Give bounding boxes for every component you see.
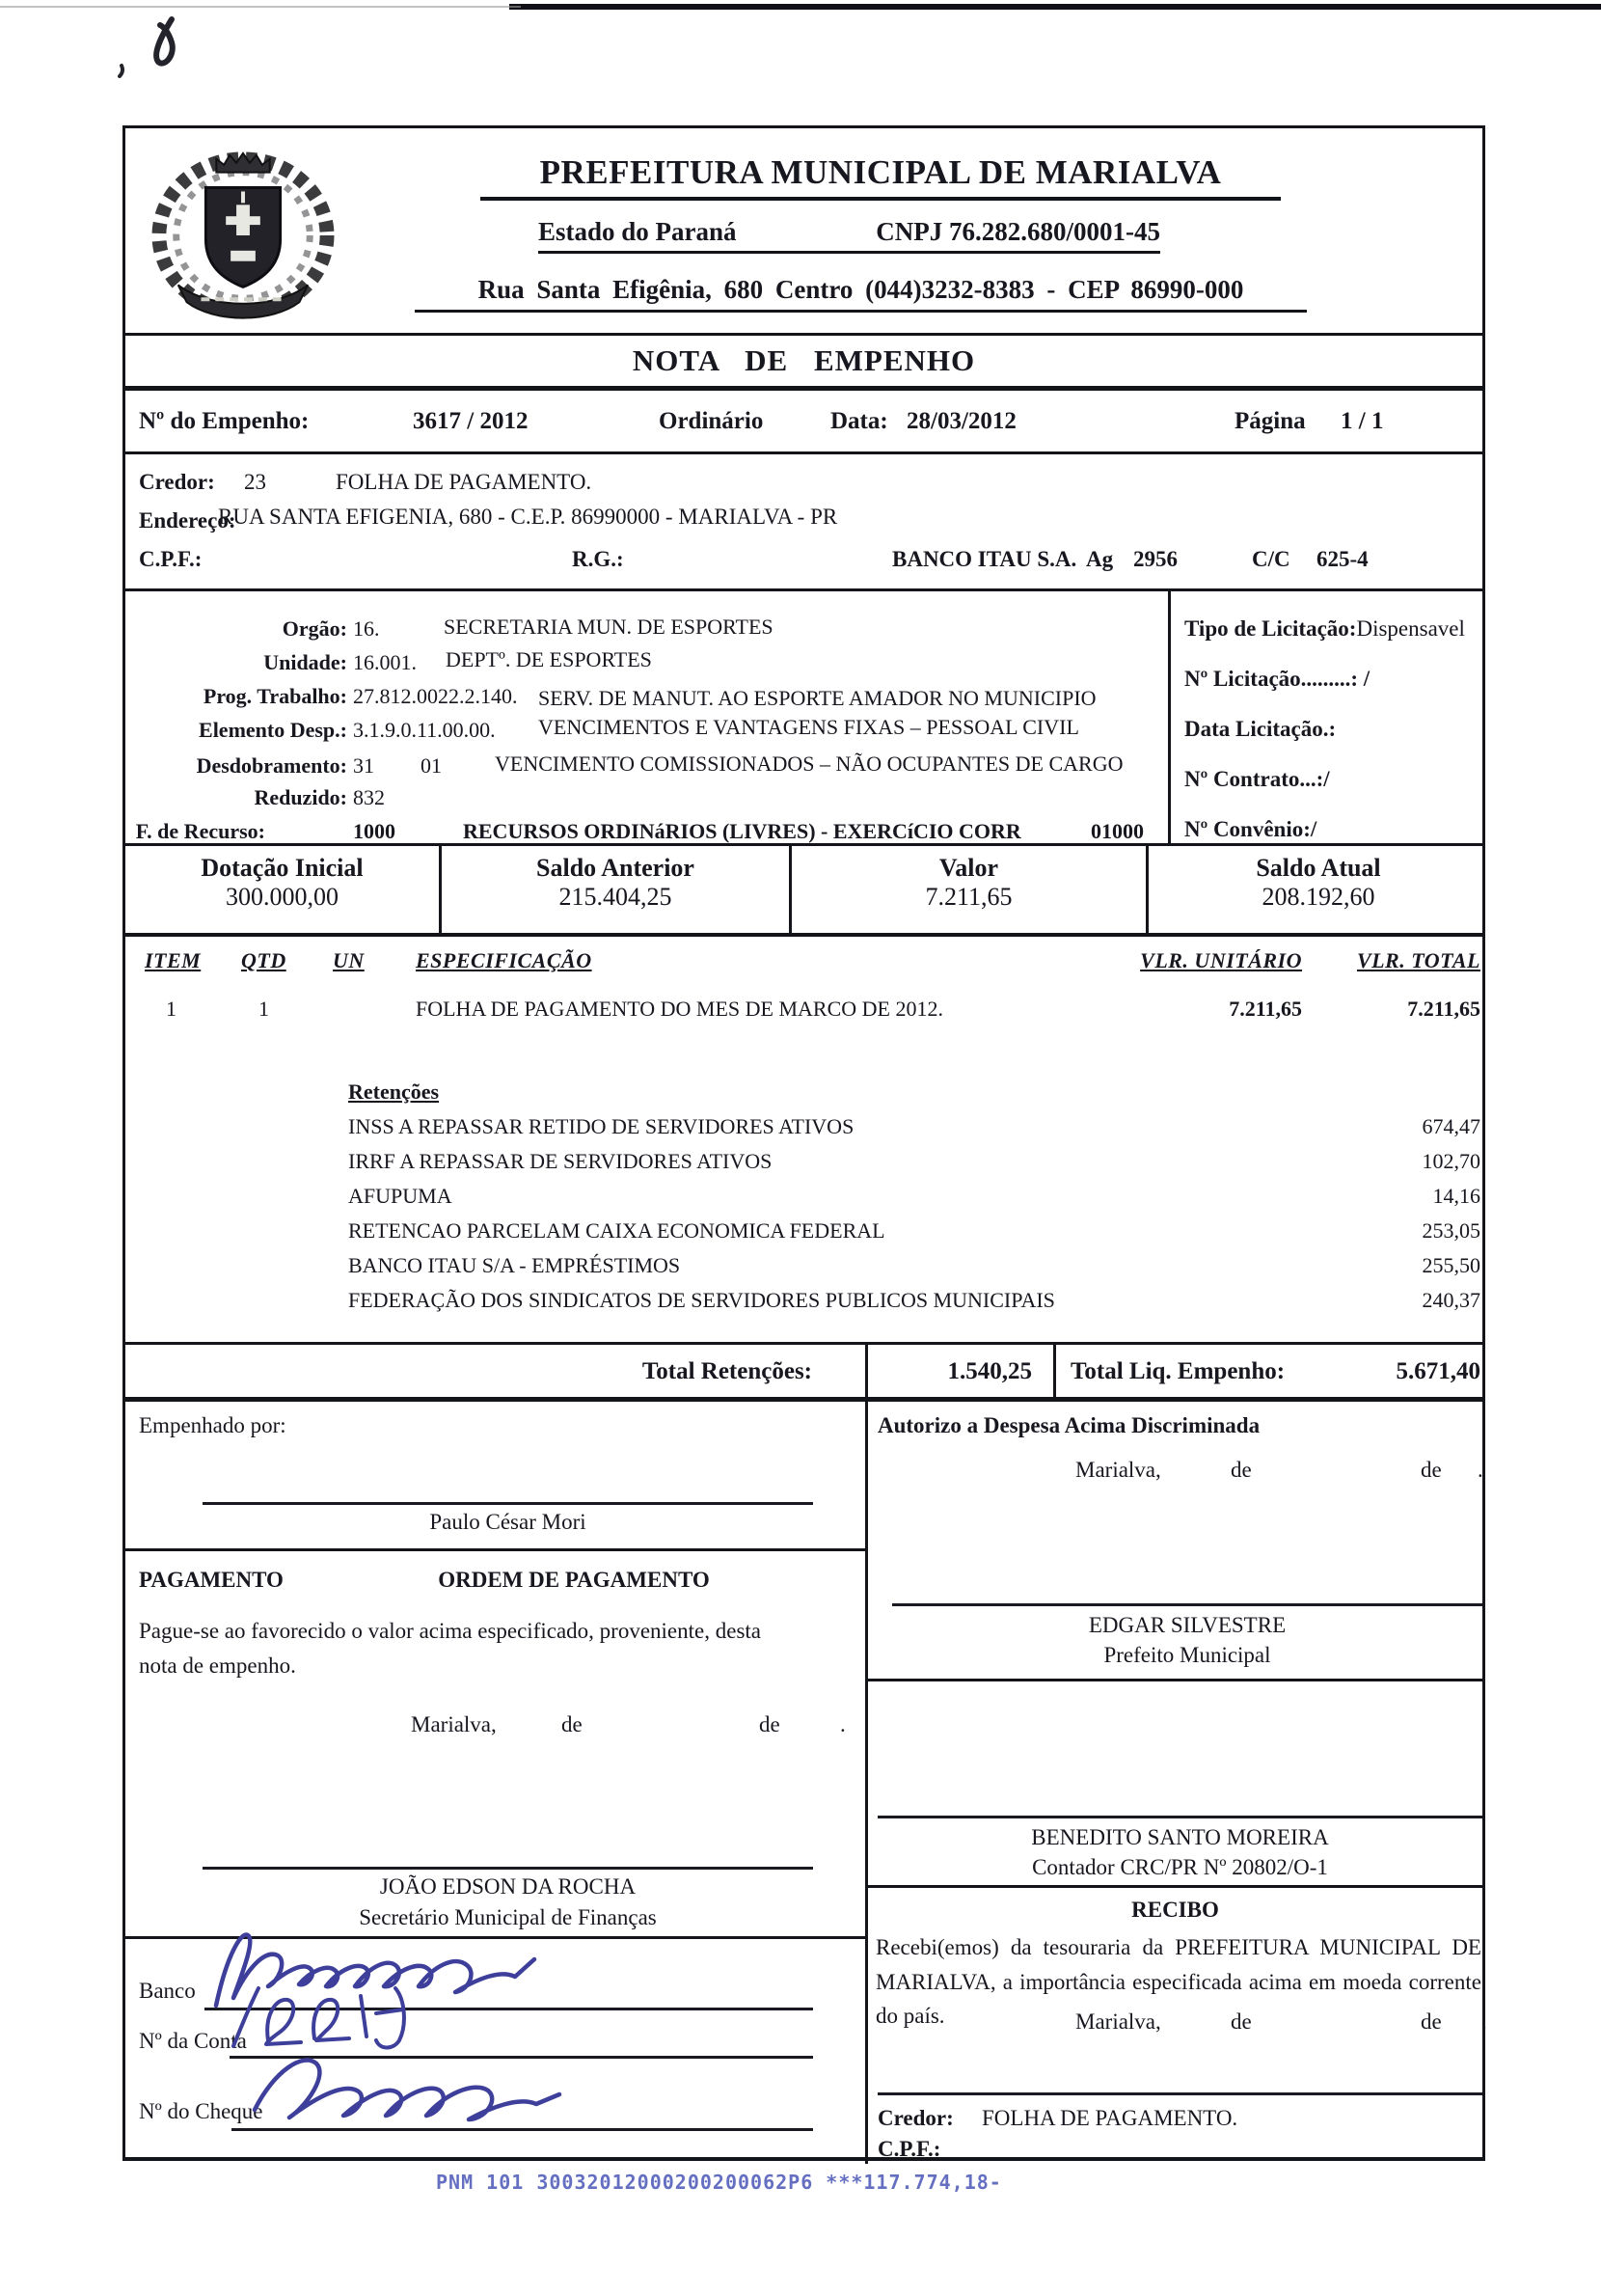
valor-label: Valor bbox=[938, 854, 999, 882]
unidade-label: Unidade: bbox=[263, 650, 347, 674]
items-section bbox=[125, 937, 1482, 1342]
de-word: de bbox=[1421, 2009, 1442, 2034]
pen-mark bbox=[108, 12, 243, 89]
total-liq-label: Total Liq. Empenho: bbox=[1071, 1358, 1286, 1384]
creditor-code: 23 bbox=[244, 470, 266, 494]
period-mark: . bbox=[840, 1712, 846, 1736]
account-label: C/C bbox=[1252, 547, 1290, 571]
item-description: FOLHA DE PAGAMENTO DO MES DE MARCO DE 2012. bbox=[416, 997, 943, 1021]
saldo-anterior-box bbox=[442, 846, 792, 933]
form-header bbox=[125, 128, 1482, 336]
city-label: Marialva, bbox=[1075, 1458, 1161, 1482]
horizontal-divider bbox=[868, 1679, 1482, 1681]
agency-label: Ag bbox=[1086, 547, 1114, 571]
bank-field-label: Banco bbox=[139, 1979, 196, 2003]
elemento-desc: VENCIMENTOS E VANTAGENS FIXAS – PESSOAL CIVIL bbox=[538, 715, 1079, 739]
pagamento-title: PAGAMENTO bbox=[139, 1568, 284, 1592]
col-header-espec: ESPECIFICAÇÃO bbox=[416, 948, 592, 972]
period-mark: . bbox=[1481, 2009, 1487, 2034]
rg-label: R.G.: bbox=[572, 547, 624, 571]
account-field-line[interactable] bbox=[230, 2056, 813, 2059]
fonte-recurso-desc: RECURSOS ORDINáRIOS (LIVRES) - EXERCíCIO CORR bbox=[463, 819, 1021, 843]
saldo-atual-label: Saldo Atual bbox=[1256, 854, 1381, 882]
balances-row bbox=[125, 846, 1482, 937]
estado-cnpj-line bbox=[538, 217, 1160, 254]
handwritten-account-number bbox=[222, 1979, 424, 2061]
account-value: 625-4 bbox=[1316, 547, 1369, 571]
agency-value: 2956 bbox=[1133, 547, 1178, 571]
horizontal-divider bbox=[868, 1885, 1482, 1888]
col-header-vlr-total: VLR. TOTAL bbox=[1356, 948, 1480, 972]
saldo-atual-value: 208.192,60 bbox=[1262, 883, 1375, 911]
fonte-recurso-extra: 01000 bbox=[1091, 819, 1144, 843]
licitacao-tipo-row bbox=[1184, 616, 1493, 642]
left-signature-column bbox=[125, 1402, 868, 2164]
desdobramento-label: Desdobramento: bbox=[196, 753, 347, 778]
scan-edge-artifact-thin bbox=[0, 6, 521, 8]
licitacao-tipo-value: Dispensavel bbox=[1356, 616, 1465, 641]
bank-name: BANCO ITAU S.A. bbox=[892, 547, 1077, 571]
saldo-atual-box bbox=[1149, 846, 1488, 933]
bank-field-line[interactable] bbox=[204, 2008, 813, 2010]
page-value: 1 / 1 bbox=[1341, 408, 1384, 434]
item-unit-value: 7.211,65 bbox=[1229, 997, 1302, 1021]
desdobramento-code1: 31 bbox=[353, 753, 374, 778]
mayor-title: Prefeito Municipal bbox=[1103, 1643, 1271, 1667]
elemento-code: 3.1.9.0.11.00.00. bbox=[353, 718, 496, 742]
recibo-creditor-label: Credor: bbox=[878, 2106, 954, 2130]
authorize-expense-label: Autorizo a Despesa Acima Discriminada bbox=[878, 1413, 1261, 1437]
totals-row bbox=[125, 1342, 1482, 1402]
account-field-label: Nº da Conta bbox=[139, 2029, 247, 2053]
prog-trabalho-code: 27.812.0022.2.140. bbox=[353, 684, 518, 708]
retention-value: 255,50 bbox=[1422, 1253, 1480, 1277]
de-word: de bbox=[759, 1712, 780, 1736]
signature-line bbox=[203, 1867, 813, 1870]
mayor-name: EDGAR SILVESTRE bbox=[1088, 1613, 1287, 1637]
col-header-vlr-unitario: VLR. UNITÁRIO bbox=[1140, 948, 1302, 972]
empenhado-por-label: Empenhado por: bbox=[139, 1413, 286, 1437]
item-number: 1 bbox=[166, 997, 176, 1021]
empenhado-signer-name: Paulo César Mori bbox=[429, 1510, 586, 1534]
payment-order-text: Pague-se ao favorecido o valor acima especificado, proveniente, desta nota de empenho. bbox=[139, 1619, 761, 1678]
horizontal-divider bbox=[125, 1548, 865, 1551]
retention-name: BANCO ITAU S/A - EMPRÉSTIMOS bbox=[348, 1253, 681, 1277]
col-header-qtd: QTD bbox=[241, 948, 286, 972]
signature-line bbox=[878, 1816, 1482, 1818]
retention-name: AFUPUMA bbox=[348, 1184, 452, 1208]
unidade-desc: DEPTº. DE ESPORTES bbox=[446, 647, 652, 671]
fonte-recurso-code: 1000 bbox=[353, 819, 395, 843]
desdobramento-code2: 01 bbox=[421, 753, 442, 778]
empenho-date-label: Data: bbox=[830, 408, 888, 434]
total-retentions-value: 1.540,25 bbox=[947, 1358, 1032, 1384]
licitacao-numero-row: Nº Licitação.........: / bbox=[1184, 667, 1370, 691]
address-line: Rua Santa Efigênia, 680 Centro (044)3232-8383 - CEP 86990-000 bbox=[415, 275, 1307, 313]
signature-line bbox=[203, 1502, 813, 1505]
total-liq-value: 5.671,40 bbox=[1396, 1358, 1480, 1384]
orgao-desc: SECRETARIA MUN. DE ESPORTES bbox=[444, 615, 773, 639]
orgao-code: 16. bbox=[353, 616, 380, 641]
creditor-address-label: Endereço: bbox=[139, 508, 236, 533]
creditor-block bbox=[125, 454, 1482, 591]
document-title: NOTA DE EMPENHO bbox=[125, 336, 1482, 391]
recibo-title: RECIBO bbox=[1131, 1898, 1219, 1922]
vertical-divider bbox=[1053, 1345, 1056, 1397]
estado-label: Estado do Paraná bbox=[538, 217, 737, 246]
signature-line bbox=[892, 1603, 1482, 1606]
col-header-item: ITEM bbox=[145, 948, 202, 972]
cpf-label: C.P.F.: bbox=[139, 547, 203, 571]
valor-box bbox=[792, 846, 1149, 933]
signature-line bbox=[878, 2092, 1482, 2095]
valor-value: 7.211,65 bbox=[925, 883, 1013, 911]
marialva-coat-of-arms-icon bbox=[141, 144, 345, 325]
retention-value: 253,05 bbox=[1422, 1218, 1480, 1243]
recibo-text: Recebi(emos) da tesouraria da PREFEITURA MUNICIPAL DE MARIALVA, a importância especificada acima em moeda corrente do país. bbox=[876, 1935, 1481, 2029]
retention-value: 240,37 bbox=[1422, 1288, 1480, 1312]
orgao-label: Orgão: bbox=[282, 616, 347, 641]
cnpj-value: CNPJ 76.282.680/0001-45 bbox=[876, 217, 1160, 246]
city-label: Marialva, bbox=[1075, 2009, 1161, 2034]
right-signature-column bbox=[868, 1402, 1487, 2164]
secretary-name: JOÃO EDSON DA ROCHA bbox=[379, 1874, 637, 1899]
empenho-type: Ordinário bbox=[659, 408, 764, 434]
cheque-field-label: Nº do Cheque bbox=[139, 2099, 263, 2123]
signatures-section bbox=[125, 1402, 1487, 2164]
unidade-code: 16.001. bbox=[353, 650, 417, 674]
cheque-field-line[interactable] bbox=[231, 2128, 813, 2131]
retention-name: INSS A REPASSAR RETIDO DE SERVIDORES ATIVOS bbox=[348, 1114, 855, 1138]
retention-value: 674,47 bbox=[1422, 1114, 1480, 1138]
empenho-number-value: 3617 / 2012 bbox=[413, 408, 529, 434]
dot-matrix-validation-line: PNM 101 30032012000200200062P6 ***117.774,18- bbox=[436, 2171, 1002, 2194]
saldo-anterior-label: Saldo Anterior bbox=[536, 854, 694, 882]
page-label: Página bbox=[1235, 408, 1306, 434]
de-word: de bbox=[1421, 1458, 1442, 1482]
secretary-title: Secretário Municipal de Finanças bbox=[359, 1905, 657, 1929]
horizontal-divider bbox=[125, 1936, 865, 1939]
item-qty: 1 bbox=[258, 997, 269, 1021]
dotacao-inicial-label: Dotação Inicial bbox=[201, 854, 364, 882]
ordem-pagamento-title: ORDEM DE PAGAMENTO bbox=[438, 1568, 710, 1592]
creditor-name: FOLHA DE PAGAMENTO. bbox=[336, 470, 592, 494]
scan-edge-artifact bbox=[509, 4, 1601, 10]
prog-trabalho-label: Prog. Trabalho: bbox=[203, 684, 347, 708]
retention-name: FEDERAÇÃO DOS SINDICATOS DE SERVIDORES PUBLICOS MUNICIPAIS bbox=[348, 1288, 1055, 1312]
col-header-un: UN bbox=[333, 948, 365, 972]
retention-value: 102,70 bbox=[1422, 1149, 1480, 1173]
dotacao-inicial-value: 300.000,00 bbox=[226, 883, 339, 911]
reduzido-code: 832 bbox=[353, 785, 385, 809]
retention-value: 14,16 bbox=[1432, 1184, 1480, 1208]
contrato-numero-row: Nº Contrato...:/ bbox=[1184, 767, 1330, 791]
reduzido-label: Reduzido: bbox=[254, 785, 347, 809]
retention-name: RETENCAO PARCELAM CAIXA ECONOMICA FEDERAL bbox=[348, 1218, 885, 1243]
total-retentions-label: Total Retenções: bbox=[641, 1358, 812, 1384]
de-word: de bbox=[1231, 1458, 1252, 1482]
accountant-name: BENEDITO SANTO MOREIRA bbox=[1031, 1825, 1329, 1849]
fonte-recurso-label: F. de Recurso: bbox=[135, 819, 265, 843]
prog-trabalho-desc: SERV. DE MANUT. AO ESPORTE AMADOR NO MUNICIPIO bbox=[538, 686, 1097, 710]
de-word: de bbox=[561, 1712, 583, 1736]
desdobramento-desc: VENCIMENTO COMISSIONADOS – NÃO OCUPANTES DE CARGO bbox=[495, 752, 1124, 776]
org-name: PREFEITURA MUNICIPAL DE MARIALVA bbox=[480, 153, 1281, 201]
retentions-title: Retenções bbox=[348, 1080, 440, 1104]
convenio-numero-row: Nº Convênio:/ bbox=[1184, 817, 1317, 841]
saldo-anterior-value: 215.404,25 bbox=[558, 883, 672, 911]
budget-block bbox=[125, 591, 1482, 846]
empenho-form bbox=[122, 125, 1485, 2161]
empenho-date-value: 28/03/2012 bbox=[907, 408, 1017, 434]
recibo-creditor-value: FOLHA DE PAGAMENTO. bbox=[982, 2106, 1238, 2130]
item-total-value: 7.211,65 bbox=[1407, 997, 1480, 1021]
elemento-label: Elemento Desp.: bbox=[199, 718, 347, 742]
recibo-cpf-label: C.P.F.: bbox=[878, 2137, 941, 2161]
vertical-divider bbox=[1168, 591, 1171, 843]
creditor-label: Credor: bbox=[139, 470, 215, 494]
empenho-number-row bbox=[125, 391, 1482, 454]
empenho-number-label: Nº do Empenho: bbox=[139, 408, 310, 434]
city-label: Marialva, bbox=[411, 1712, 497, 1736]
period-mark: . bbox=[1478, 1458, 1483, 1482]
licitacao-tipo-label: Tipo de Licitação: bbox=[1184, 616, 1357, 641]
licitacao-data-row: Data Licitação.: bbox=[1184, 717, 1337, 741]
accountant-title: Contador CRC/PR Nº 20802/O-1 bbox=[1032, 1855, 1328, 1879]
de-word: de bbox=[1231, 2009, 1252, 2034]
dotacao-inicial-box bbox=[125, 846, 442, 933]
creditor-address-value: RUA SANTA EFIGENIA, 680 - C.E.P. 86990000 - MARIALVA - PR bbox=[218, 505, 838, 529]
handwritten-cheque-number bbox=[245, 2040, 573, 2137]
retention-name: IRRF A REPASSAR DE SERVIDORES ATIVOS bbox=[348, 1149, 773, 1173]
